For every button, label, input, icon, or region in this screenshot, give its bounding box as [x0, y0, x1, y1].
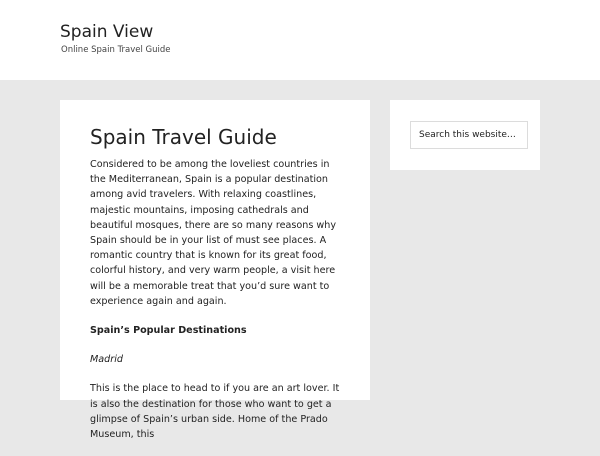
- site-header: [0, 0, 600, 80]
- main-content: [60, 100, 370, 441]
- page-title: Spain Travel Guide: [90, 125, 277, 149]
- search-input[interactable]: [410, 121, 528, 149]
- sidebar: [390, 100, 540, 170]
- intro-paragraph: Considered to be among the loveliest countries in the Mediterranean, Spain is a popular destination among avid travelers. With relaxing coastlines, majestic mountains, imposing cathedrals and beautiful mosques, there are so many reasons why Spain should be in your list of must see places. A romantic country that is known for its great food, colorful history, and very warm people, a visit here will be a memorable treat that you’d sure want to experience again and again.: [90, 159, 336, 307]
- site-title[interactable]: Spain View: [60, 22, 154, 42]
- city-paragraph: This is the place to head to if you are an art lover. It is also the destination for those who want to get a glimpse of Spain’s urban side. Home of the Prado Museum, this: [90, 383, 340, 441]
- article-body: [90, 157, 342, 456]
- section-heading: Spain’s Popular Destinations: [90, 325, 247, 337]
- city-heading: Madrid: [90, 354, 123, 366]
- site-description: Online Spain Travel Guide: [61, 45, 171, 55]
